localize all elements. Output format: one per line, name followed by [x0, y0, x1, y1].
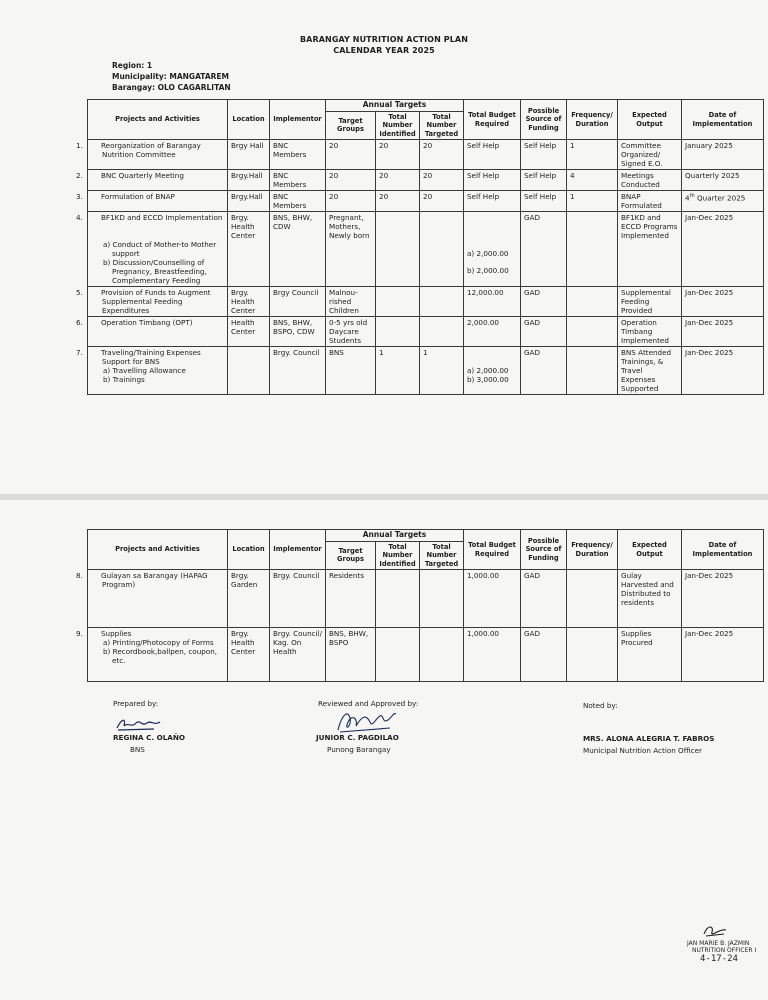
target-groups: Residents	[326, 570, 376, 628]
sub-activity-a: a) Travelling Allowance	[103, 366, 186, 375]
reviewed-name-text: JUNIOR C. PAGDILAO	[316, 733, 399, 742]
target-groups: 20	[326, 191, 376, 212]
frequency	[567, 347, 618, 395]
noted-by-name	[583, 734, 714, 743]
budget-a: a) 2,000.00	[467, 249, 509, 258]
location: Brgy.Hall	[228, 170, 270, 191]
funding: GAD	[521, 347, 567, 395]
table-row	[88, 347, 764, 395]
total-identified	[376, 317, 420, 347]
document-title: BARANGAY NUTRITION ACTION PLAN	[299, 35, 469, 44]
header-target-groups: Target Groups	[326, 111, 376, 140]
table-row	[88, 140, 764, 170]
location: Brgy. Health Center	[228, 287, 270, 317]
total-identified	[376, 570, 420, 628]
noted-by-label: Noted by:	[583, 701, 618, 710]
activity: Traveling/Training Expenses Support for BNS	[101, 348, 201, 366]
implementor: BNC Members	[270, 170, 326, 191]
total-identified	[376, 212, 420, 287]
activity: Supplies	[101, 629, 132, 638]
header-implementor: Implementor	[270, 100, 326, 140]
activity: Gulayan sa Barangay (HAPAG Program)	[101, 571, 208, 589]
total-identified	[376, 287, 420, 317]
total-targeted	[420, 317, 464, 347]
total-targeted	[420, 287, 464, 317]
date-suffix: th	[689, 193, 695, 199]
activity: Reorganization of Barangay Nutrition Committee	[101, 141, 201, 159]
expected-output: Supplies Procured	[618, 628, 682, 682]
expected-output: Supplemental Feeding Provided	[618, 287, 682, 317]
budget: 1,000.00	[464, 628, 521, 682]
header-frequency: Frequency/ Duration	[567, 100, 618, 140]
funding: GAD	[521, 570, 567, 628]
header-identified: Total Number Identified	[376, 111, 420, 140]
reviewed-by-label: Reviewed and Approved by:	[318, 699, 419, 708]
header-frequency: Frequency/ Duration	[567, 530, 618, 570]
header-date: Date of Implementation	[682, 530, 764, 570]
implementor: BNC Members	[270, 140, 326, 170]
implementor: Brgy. Council	[270, 570, 326, 628]
date-implementation: Jan-Dec 2025	[682, 317, 764, 347]
funding: GAD	[521, 287, 567, 317]
header-budget: Total Budget Required	[464, 100, 521, 140]
total-identified: 20	[376, 140, 420, 170]
prepared-by-name	[113, 733, 185, 742]
header-projects: Projects and Activities	[88, 100, 228, 140]
frequency	[567, 212, 618, 287]
budget: 1,000.00	[464, 570, 521, 628]
table-row	[88, 191, 764, 212]
funding: Self Help	[521, 191, 567, 212]
expected-output: Gulay Harvested and Distributed to residents	[618, 570, 682, 628]
implementor: Brgy. Council/ Kag. On Health	[270, 628, 326, 682]
document-subtitle: CALENDAR YEAR 2025	[333, 46, 435, 55]
location: Brgy. Garden	[228, 570, 270, 628]
frequency	[567, 317, 618, 347]
table-row	[88, 570, 764, 628]
sub-activity-b: b) Recordbook,ballpen, coupon, etc.	[103, 647, 218, 665]
page-1	[0, 0, 768, 494]
barangay-label: Barangay: OLO CAGARLITAN	[112, 83, 231, 92]
activity: Provision of Funds to Augment Supplemental Feeding Expenditures	[101, 288, 211, 315]
row-number: 6.	[76, 318, 83, 327]
municipality-label: Municipality: MANGATAREM	[112, 72, 230, 81]
stamp-name: JAN MARIE B. JAZMIN	[687, 940, 750, 947]
implementor: BNC Members	[270, 191, 326, 212]
target-groups: Malnou-rished Children	[326, 287, 376, 317]
budget: 12,000.00	[464, 287, 521, 317]
header-targeted: Total Number Targeted	[420, 541, 464, 570]
budget: 2,000.00	[464, 317, 521, 347]
row-number: 2.	[76, 171, 83, 180]
total-identified: 20	[376, 170, 420, 191]
row-number: 8.	[76, 571, 83, 580]
activity: Formulation of BNAP	[101, 192, 175, 201]
budget	[464, 212, 521, 287]
table-row	[88, 628, 764, 682]
row-number: 9.	[76, 629, 83, 638]
location: Health Center	[228, 317, 270, 347]
budget-b: b) 3,000.00	[467, 375, 509, 384]
total-targeted: 20	[420, 191, 464, 212]
header-funding: Possible Source of Funding	[521, 530, 567, 570]
header-annual-targets: Annual Targets	[326, 100, 464, 112]
date-implementation: January 2025	[682, 140, 764, 170]
total-targeted	[420, 212, 464, 287]
header-location: Location	[228, 530, 270, 570]
location	[228, 347, 270, 395]
location: Brgy.Hall	[228, 191, 270, 212]
header-funding: Possible Source of Funding	[521, 100, 567, 140]
date-implementation: Jan-Dec 2025	[682, 628, 764, 682]
funding: GAD	[521, 628, 567, 682]
total-targeted	[420, 570, 464, 628]
expected-output: Committee Organized/ Signed E.O.	[618, 140, 682, 170]
header-target-groups: Target Groups	[326, 541, 376, 570]
activity: BNC Quarterly Meeting	[101, 171, 184, 180]
table-row	[88, 287, 764, 317]
header-date: Date of Implementation	[682, 100, 764, 140]
expected-output: Operation Timbang Implemented	[618, 317, 682, 347]
header-projects: Projects and Activities	[88, 530, 228, 570]
location: Brgy Hall	[228, 140, 270, 170]
implementor: Brgy. Council	[270, 347, 326, 395]
row-number: 7.	[76, 348, 83, 357]
frequency: 1	[567, 191, 618, 212]
date-quarter: 4	[685, 193, 690, 203]
budget: Self Help	[464, 191, 521, 212]
action-plan-table	[76, 99, 764, 395]
frequency: 1	[567, 140, 618, 170]
table-row	[88, 212, 764, 287]
reviewed-by-name	[316, 733, 399, 742]
frequency	[567, 628, 618, 682]
action-plan-table-continued	[76, 529, 764, 682]
funding: GAD	[521, 317, 567, 347]
stamp-date: 4-17-24	[700, 954, 738, 964]
row-number: 3.	[76, 192, 83, 201]
budget-a: a) 2,000.00	[467, 366, 509, 375]
header-annual-targets: Annual Targets	[326, 530, 464, 542]
sub-activity-b: b) Trainings	[103, 375, 145, 384]
expected-output: BNS Attended Trainings, & Travel Expenses Supported	[618, 347, 682, 395]
table-row	[88, 170, 764, 191]
total-targeted: 20	[420, 170, 464, 191]
header-targeted: Total Number Targeted	[420, 111, 464, 140]
frequency	[567, 570, 618, 628]
row-number: 1.	[76, 141, 83, 150]
activity: Operation Timbang (OPT)	[101, 318, 193, 327]
budget-b: b) 2,000.00	[467, 266, 509, 275]
signature-olano	[114, 714, 174, 734]
frequency: 4	[567, 170, 618, 191]
total-targeted	[420, 628, 464, 682]
date-implementation: Jan-Dec 2025	[682, 570, 764, 628]
date-implementation: Quarterly 2025	[682, 170, 764, 191]
activity: BF1KD and ECCD Implementation	[101, 213, 223, 222]
header-output: Expected Output	[618, 100, 682, 140]
total-identified	[376, 628, 420, 682]
row-number: 5.	[76, 288, 83, 297]
header-budget: Total Budget Required	[464, 530, 521, 570]
header-identified: Total Number Identified	[376, 541, 420, 570]
reviewed-by-title: Punong Barangay	[327, 745, 391, 754]
target-groups: BNS, BHW, BSPO	[326, 628, 376, 682]
target-groups: 20	[326, 170, 376, 191]
stamp-title: NUTRITION OFFICER I	[692, 947, 757, 954]
date-rest: Quarter 2025	[694, 193, 746, 203]
expected-output: Meetings Conducted	[618, 170, 682, 191]
funding: GAD	[521, 212, 567, 287]
header-implementor: Implementor	[270, 530, 326, 570]
header-output: Expected Output	[618, 530, 682, 570]
frequency	[567, 287, 618, 317]
initial-mark	[700, 922, 730, 940]
total-targeted: 20	[420, 140, 464, 170]
implementor: Brgy Council	[270, 287, 326, 317]
date-implementation: Jan-Dec 2025	[682, 287, 764, 317]
date-implementation: Jan-Dec 2025	[682, 212, 764, 287]
funding: Self Help	[521, 170, 567, 191]
budget: Self Help	[464, 140, 521, 170]
target-groups: Pregnant, Mothers, Newly born	[326, 212, 376, 287]
total-targeted: 1	[420, 347, 464, 395]
prepared-by-title: BNS	[130, 745, 145, 754]
location: Brgy. Health Center	[228, 628, 270, 682]
total-identified: 20	[376, 191, 420, 212]
table-row	[88, 317, 764, 347]
budget: Self Help	[464, 170, 521, 191]
budget	[464, 347, 521, 395]
noted-name-text: MRS. ALONA ALEGRIA T. FABROS	[583, 734, 715, 743]
page-2	[0, 500, 768, 1000]
prepared-by-label: Prepared by:	[113, 699, 159, 708]
sub-activity-a: a) Conduct of Mother-to Mother support	[103, 240, 217, 258]
target-groups: 20	[326, 140, 376, 170]
prepared-name-text: REGINA C. OLAÑO	[113, 733, 185, 742]
location: Brgy. Health Center	[228, 212, 270, 287]
expected-output: BNAP Formulated	[618, 191, 682, 212]
funding: Self Help	[521, 140, 567, 170]
implementor: BNS, BHW, CDW	[270, 212, 326, 287]
noted-by-title: Municipal Nutrition Action Officer	[583, 746, 702, 755]
target-groups: 0-5 yrs old Daycare Students	[326, 317, 376, 347]
expected-output: BF1KD and ECCD Programs Implemented	[618, 212, 682, 287]
target-groups: BNS	[326, 347, 376, 395]
implementor: BNS, BHW, BSPO, CDW	[270, 317, 326, 347]
region-label: Region: 1	[112, 61, 153, 70]
date-implementation: Jan-Dec 2025	[682, 347, 764, 395]
sub-activity-b: b) Discussion/Counselling of Pregnancy, Breastfeeding, Complementary Feeding	[103, 258, 207, 285]
total-identified: 1	[376, 347, 420, 395]
sub-activity-a: a) Printing/Photocopy of Forms	[103, 638, 214, 647]
row-number: 4.	[76, 213, 83, 222]
date-implementation	[682, 191, 764, 212]
header-location: Location	[228, 100, 270, 140]
